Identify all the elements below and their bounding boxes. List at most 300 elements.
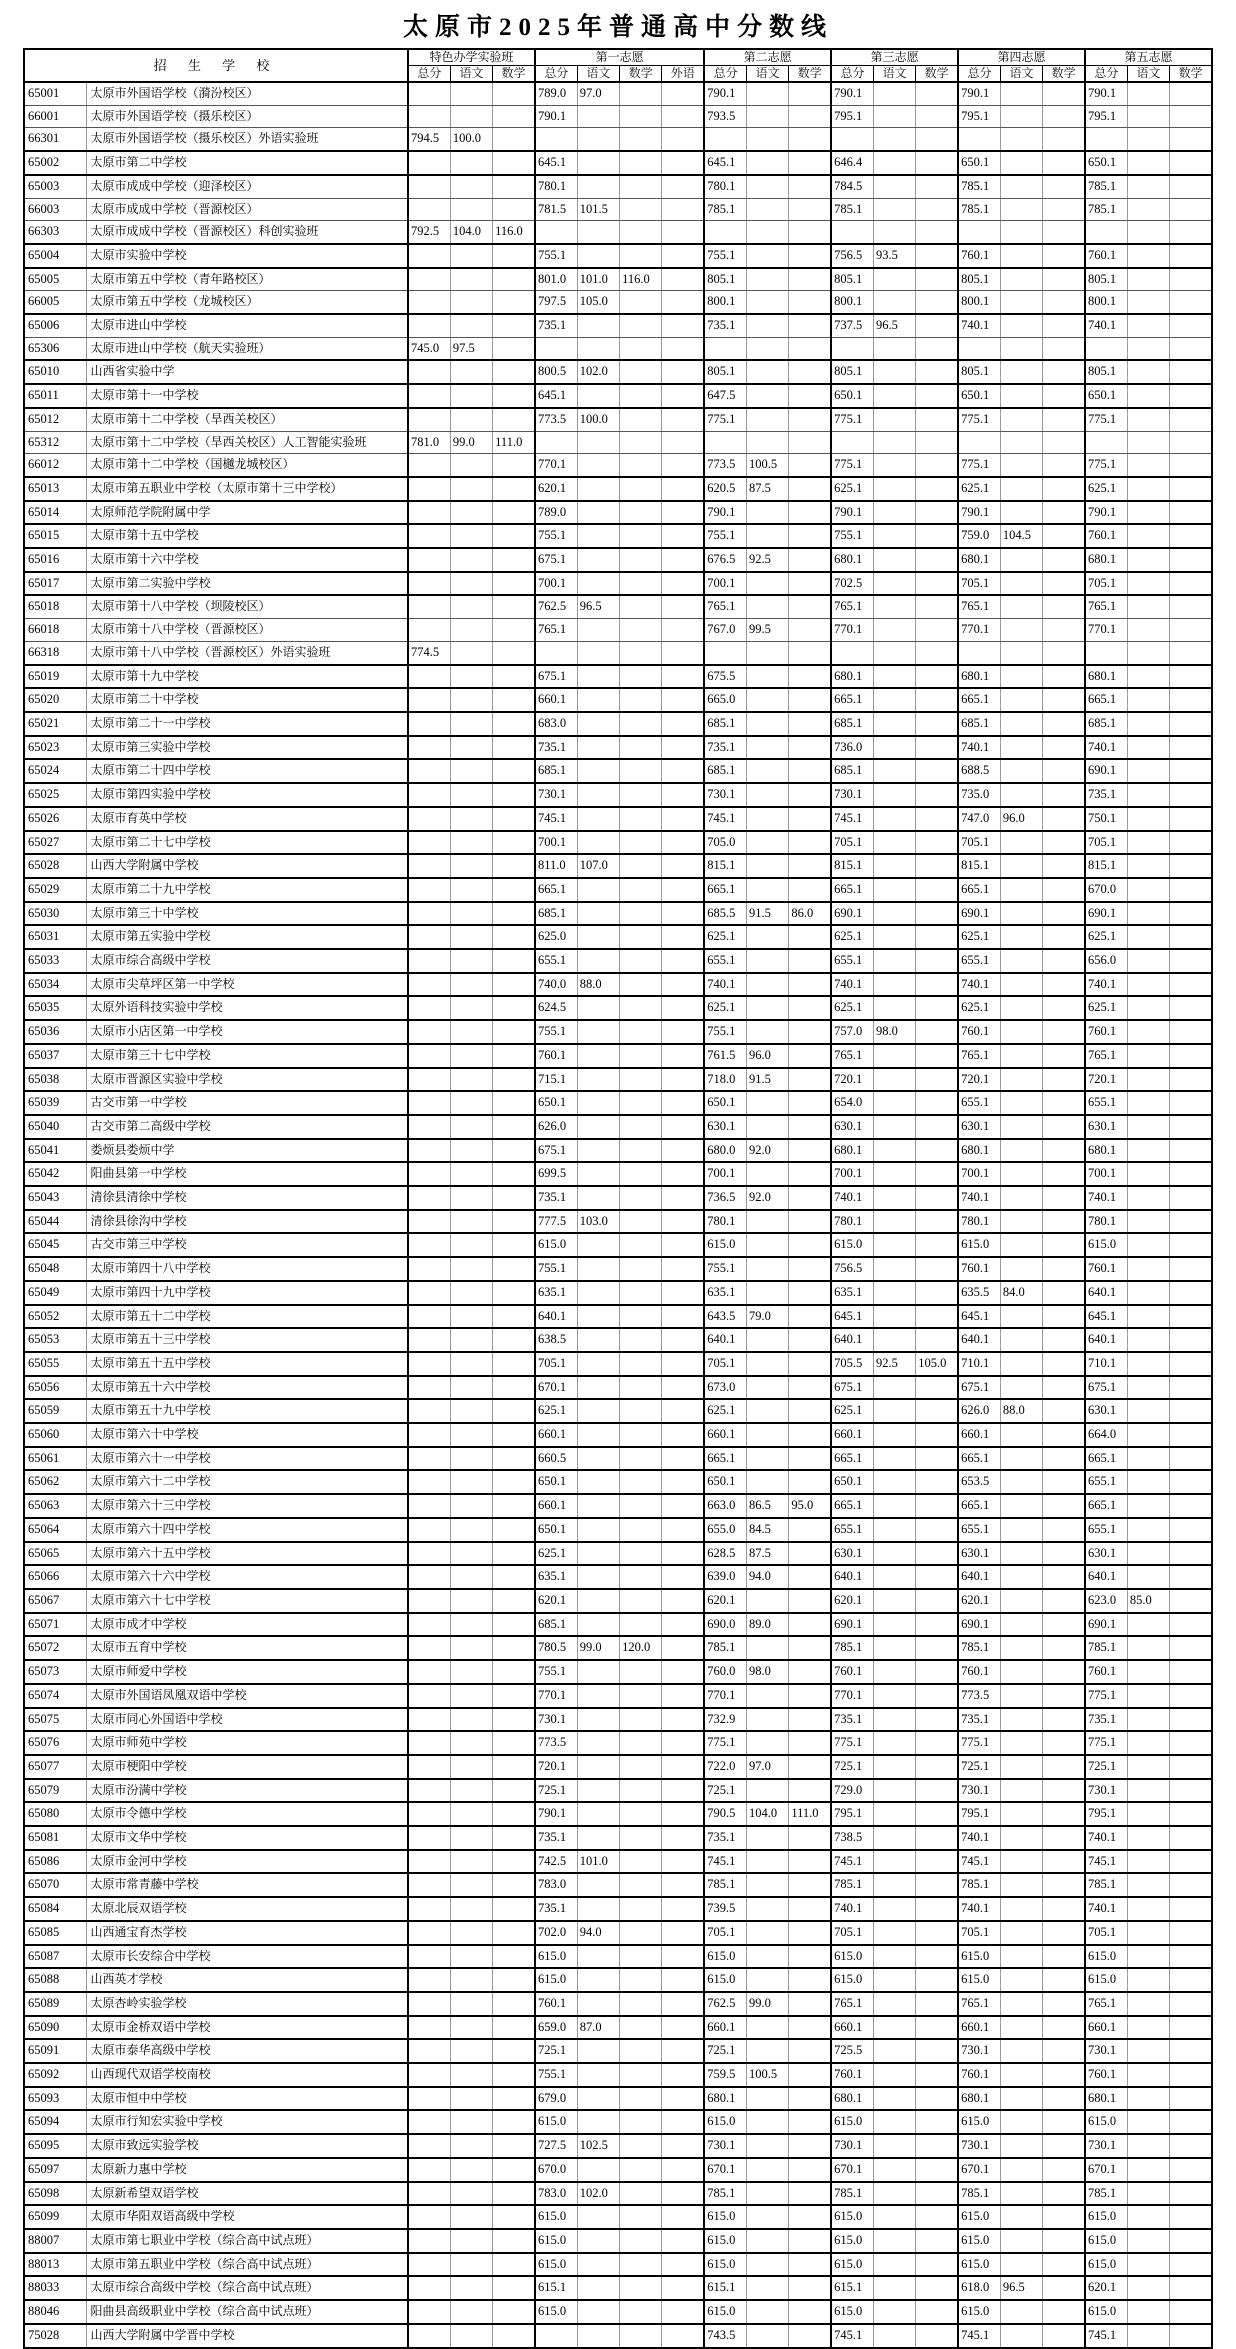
- score-cell: 630.1: [831, 1115, 873, 1139]
- score-cell: 615.0: [958, 2229, 1000, 2253]
- score-cell: [1127, 2229, 1169, 2253]
- score-cell: [408, 2087, 450, 2111]
- score-cell: [577, 619, 619, 642]
- score-cell: 615.0: [535, 1945, 577, 1969]
- score-cell: [789, 1186, 831, 1210]
- school-code: 65079: [24, 1779, 86, 1803]
- score-cell: 794.5: [408, 128, 450, 151]
- score-cell: [408, 1233, 450, 1257]
- score-cell: [873, 1281, 915, 1305]
- school-code: 65023: [24, 736, 86, 760]
- score-cell: 775.1: [1085, 454, 1127, 477]
- score-cell: 760.1: [958, 2063, 1000, 2087]
- score-cell: 690.1: [831, 1613, 873, 1637]
- score-cell: 725.1: [1085, 1755, 1127, 1779]
- score-cell: [873, 2039, 915, 2063]
- score-cell: [408, 1044, 450, 1068]
- score-cell: [873, 1589, 915, 1613]
- score-cell: 742.5: [535, 1850, 577, 1874]
- table-row: [24, 431, 1212, 454]
- score-cell: 650.1: [535, 1470, 577, 1494]
- score-cell: [1127, 1613, 1169, 1637]
- score-cell: 795.1: [958, 105, 1000, 128]
- score-cell: [493, 2158, 535, 2182]
- score-cell: [1170, 2158, 1212, 2182]
- school-name: 太原市同心外国语中学校: [86, 1708, 408, 1732]
- score-cell: 680.1: [1085, 2087, 1127, 2111]
- table-row: [24, 1423, 1212, 1447]
- score-cell: [1127, 712, 1169, 736]
- school-name: 太原市师爱中学校: [86, 1660, 408, 1684]
- score-cell: [1000, 360, 1042, 384]
- score-cell: [747, 221, 789, 244]
- score-cell: 95.0: [789, 1494, 831, 1518]
- score-cell: [450, 902, 492, 926]
- score-cell: [1043, 1139, 1085, 1163]
- score-cell: [916, 831, 958, 855]
- score-cell: [493, 973, 535, 997]
- score-cell: [1000, 384, 1042, 408]
- score-cell: 630.1: [704, 1115, 746, 1139]
- score-cell: [747, 524, 789, 548]
- score-cell: 615.1: [704, 2276, 746, 2300]
- score-cell: 705.1: [535, 1352, 577, 1376]
- score-cell: [577, 1305, 619, 1329]
- score-cell: [1043, 1447, 1085, 1471]
- score-cell: 665.1: [958, 688, 1000, 712]
- score-cell: [1170, 1210, 1212, 1234]
- school-code: 65080: [24, 1802, 86, 1826]
- table-row: [24, 1921, 1212, 1945]
- score-cell: [577, 2039, 619, 2063]
- score-cell: [577, 996, 619, 1020]
- score-cell: 756.5: [831, 244, 873, 268]
- school-name: 太原市第十六中学校: [86, 548, 408, 572]
- score-cell: [662, 1376, 704, 1400]
- score-cell: [493, 384, 535, 408]
- score-cell: [577, 1779, 619, 1803]
- score-cell: [1127, 1660, 1169, 1684]
- school-name: 太原新力惠中学校: [86, 2158, 408, 2182]
- score-cell: [620, 1945, 662, 1969]
- score-cell: [789, 1613, 831, 1637]
- score-cell: [620, 1992, 662, 2016]
- score-cell: 625.1: [958, 996, 1000, 1020]
- score-cell: [1127, 314, 1169, 337]
- score-cell: [789, 1873, 831, 1897]
- score-cell: [408, 1423, 450, 1447]
- score-cell: [1043, 2134, 1085, 2158]
- score-cell: 685.1: [704, 712, 746, 736]
- school-code: 65063: [24, 1494, 86, 1518]
- score-cell: [450, 949, 492, 973]
- score-cell: 760.1: [958, 1660, 1000, 1684]
- score-cell: [493, 1945, 535, 1969]
- score-cell: [620, 337, 662, 360]
- score-cell: [620, 2087, 662, 2111]
- score-cell: 645.1: [958, 1305, 1000, 1329]
- score-cell: [1000, 431, 1042, 454]
- table-row: [24, 1305, 1212, 1329]
- score-cell: [916, 949, 958, 973]
- score-cell: [620, 1897, 662, 1921]
- score-cell: [450, 1968, 492, 1992]
- score-cell: 655.1: [704, 949, 746, 973]
- score-cell: 775.1: [704, 408, 746, 431]
- score-cell: 745.1: [535, 807, 577, 831]
- score-cell: [1000, 1684, 1042, 1708]
- score-cell: [408, 925, 450, 949]
- score-cell: [408, 548, 450, 572]
- score-cell: [493, 925, 535, 949]
- score-cell: [493, 2134, 535, 2158]
- score-cell: [916, 1589, 958, 1613]
- table-row: [24, 1020, 1212, 1044]
- score-cell: [1170, 619, 1212, 642]
- score-cell: [1170, 1565, 1212, 1589]
- score-cell: [1043, 1210, 1085, 1234]
- score-cell: 790.1: [1085, 501, 1127, 525]
- score-cell: [1127, 1352, 1169, 1376]
- score-cell: [916, 384, 958, 408]
- score-cell: [535, 128, 577, 151]
- score-cell: [620, 736, 662, 760]
- score-cell: 630.1: [1085, 1542, 1127, 1566]
- score-cell: [1170, 291, 1212, 314]
- page-title: 太原市2025年普通高中分数线: [402, 14, 833, 41]
- school-name: 太原市育英中学校: [86, 807, 408, 831]
- score-cell: [493, 82, 535, 105]
- score-cell: 740.1: [1085, 1186, 1127, 1210]
- score-cell: 680.1: [831, 1139, 873, 1163]
- score-cell: [450, 1779, 492, 1803]
- score-cell: 92.0: [747, 1186, 789, 1210]
- score-cell: [747, 82, 789, 105]
- score-cell: 765.1: [1085, 1044, 1127, 1068]
- score-cell: [662, 1542, 704, 1566]
- score-cell: 659.0: [535, 2016, 577, 2040]
- score-cell: [1043, 902, 1085, 926]
- score-cell: [577, 2158, 619, 2182]
- score-cell: 740.1: [831, 1186, 873, 1210]
- score-cell: [620, 1115, 662, 1139]
- school-name: 太原市第二中学校: [86, 151, 408, 175]
- score-cell: [620, 198, 662, 221]
- score-cell: [873, 1992, 915, 2016]
- score-cell: [1170, 736, 1212, 760]
- score-cell: [1170, 712, 1212, 736]
- score-cell: [1127, 736, 1169, 760]
- table-row: [24, 2063, 1212, 2087]
- score-cell: [789, 1281, 831, 1305]
- score-cell: [450, 384, 492, 408]
- score-cell: [450, 454, 492, 477]
- score-cell: [1127, 1708, 1169, 1732]
- table-row: [24, 1708, 1212, 1732]
- score-cell: [450, 82, 492, 105]
- score-cell: [662, 1968, 704, 1992]
- score-cell: 805.1: [831, 360, 873, 384]
- score-cell: [662, 431, 704, 454]
- score-cell: [1000, 595, 1042, 618]
- score-cell: [789, 151, 831, 175]
- score-cell: [662, 2110, 704, 2134]
- score-cell: 775.1: [1085, 408, 1127, 431]
- score-cell: [873, 1139, 915, 1163]
- score-cell: 655.1: [1085, 1470, 1127, 1494]
- score-cell: [408, 1494, 450, 1518]
- score-cell: [1170, 1352, 1212, 1376]
- score-cell: 675.1: [958, 1376, 1000, 1400]
- score-cell: 638.5: [535, 1328, 577, 1352]
- score-cell: [789, 524, 831, 548]
- score-cell: [620, 949, 662, 973]
- score-cell: [916, 1281, 958, 1305]
- score-cell: 730.1: [958, 2134, 1000, 2158]
- score-cell: 735.1: [1085, 783, 1127, 807]
- school-name: 古交市第三中学校: [86, 1233, 408, 1257]
- score-cell: [873, 548, 915, 572]
- score-cell: 100.0: [577, 408, 619, 431]
- score-cell: [916, 548, 958, 572]
- score-cell: 676.5: [704, 548, 746, 572]
- school-code: 66012: [24, 454, 86, 477]
- score-cell: [450, 1044, 492, 1068]
- score-cell: 705.1: [831, 831, 873, 855]
- score-cell: [408, 1802, 450, 1826]
- score-cell: 615.0: [1085, 2110, 1127, 2134]
- score-cell: 615.0: [831, 2253, 873, 2277]
- score-cell: [493, 665, 535, 689]
- score-cell: [408, 688, 450, 712]
- score-cell: [1000, 1826, 1042, 1850]
- score-cell: [450, 2039, 492, 2063]
- score-cell: 760.1: [958, 244, 1000, 268]
- score-cell: 664.0: [1085, 1423, 1127, 1447]
- score-cell: [916, 1494, 958, 1518]
- score-cell: [620, 1755, 662, 1779]
- score-cell: [577, 2087, 619, 2111]
- score-cell: [1000, 1115, 1042, 1139]
- score-cell: [408, 2300, 450, 2324]
- score-cell: [408, 878, 450, 902]
- score-cell: [789, 1921, 831, 1945]
- score-cell: [789, 854, 831, 878]
- score-cell: 615.0: [704, 2253, 746, 2277]
- score-cell: [1000, 1897, 1042, 1921]
- school-name: 太原市第六十四中学校: [86, 1518, 408, 1542]
- table-row: [24, 198, 1212, 221]
- score-cell: [916, 2158, 958, 2182]
- score-cell: [450, 1115, 492, 1139]
- table-row: [24, 925, 1212, 949]
- score-cell: [662, 1873, 704, 1897]
- score-cell: [1043, 1589, 1085, 1613]
- score-cell: [1043, 1542, 1085, 1566]
- score-cell: 705.1: [704, 1352, 746, 1376]
- score-cell: [620, 1565, 662, 1589]
- score-cell: [1170, 1162, 1212, 1186]
- table-row: [24, 1162, 1212, 1186]
- score-cell: [1170, 1684, 1212, 1708]
- score-cell: [577, 878, 619, 902]
- score-cell: [577, 665, 619, 689]
- score-cell: [916, 524, 958, 548]
- score-cell: [1127, 1305, 1169, 1329]
- score-cell: [408, 2063, 450, 2087]
- score-cell: [662, 175, 704, 198]
- score-cell: [789, 595, 831, 618]
- school-name: 太原北辰双语学校: [86, 1897, 408, 1921]
- score-cell: [916, 2087, 958, 2111]
- score-cell: 625.1: [831, 1399, 873, 1423]
- score-cell: [577, 314, 619, 337]
- score-cell: [916, 2253, 958, 2277]
- score-cell: [916, 595, 958, 618]
- score-cell: 680.1: [1085, 665, 1127, 689]
- score-cell: 650.1: [831, 1470, 873, 1494]
- score-cell: 635.5: [958, 1281, 1000, 1305]
- table-row: [24, 1731, 1212, 1755]
- school-code: 65042: [24, 1162, 86, 1186]
- score-cell: [789, 2300, 831, 2324]
- score-cell: 740.1: [958, 314, 1000, 337]
- score-cell: [662, 291, 704, 314]
- score-cell: 660.1: [704, 2016, 746, 2040]
- table-row: [24, 1684, 1212, 1708]
- score-cell: [662, 902, 704, 926]
- score-cell: [577, 1945, 619, 1969]
- score-cell: [789, 1660, 831, 1684]
- table-row: [24, 1494, 1212, 1518]
- school-name: 太原市小店区第一中学校: [86, 1020, 408, 1044]
- score-cell: [493, 1305, 535, 1329]
- score-cell: 775.1: [958, 408, 1000, 431]
- score-cell: 720.1: [1085, 1068, 1127, 1092]
- score-cell: [493, 878, 535, 902]
- school-name: 太原市第十二中学校（国樾龙城校区）: [86, 454, 408, 477]
- score-cell: [620, 1873, 662, 1897]
- score-cell: [662, 641, 704, 664]
- score-cell: 93.5: [873, 244, 915, 268]
- score-cell: 705.1: [958, 1921, 1000, 1945]
- score-cell: [873, 1210, 915, 1234]
- score-cell: [1127, 1494, 1169, 1518]
- school-name: 清徐县清徐中学校: [86, 1186, 408, 1210]
- score-cell: [789, 2134, 831, 2158]
- score-cell: [747, 949, 789, 973]
- score-cell: [1170, 1518, 1212, 1542]
- score-cell: [493, 1423, 535, 1447]
- score-cell: [1127, 973, 1169, 997]
- score-cell: 680.1: [831, 2087, 873, 2111]
- score-cell: [450, 1020, 492, 1044]
- score-cell: [1127, 198, 1169, 221]
- school-name: 太原杏岭实验学校: [86, 1992, 408, 2016]
- score-cell: [662, 1423, 704, 1447]
- score-cell: 765.1: [831, 1044, 873, 1068]
- score-cell: [620, 1613, 662, 1637]
- score-cell: [577, 221, 619, 244]
- school-code: 65026: [24, 807, 86, 831]
- score-cell: [450, 572, 492, 596]
- school-code: 65027: [24, 831, 86, 855]
- score-cell: [408, 595, 450, 618]
- score-cell: [1000, 1044, 1042, 1068]
- score-cell: [662, 1731, 704, 1755]
- score-cell: [450, 831, 492, 855]
- score-cell: [1170, 524, 1212, 548]
- score-cell: [747, 996, 789, 1020]
- score-cell: 785.1: [1085, 198, 1127, 221]
- score-cell: 785.1: [704, 198, 746, 221]
- score-cell: [662, 198, 704, 221]
- score-cell: [1043, 2300, 1085, 2324]
- score-cell: [1000, 1091, 1042, 1115]
- score-cell: [1170, 688, 1212, 712]
- score-cell: 705.1: [831, 1921, 873, 1945]
- score-cell: [1127, 244, 1169, 268]
- score-cell: 665.1: [831, 878, 873, 902]
- score-cell: [408, 2253, 450, 2277]
- table-row: [24, 1968, 1212, 1992]
- score-cell: 755.1: [535, 524, 577, 548]
- score-cell: [1000, 1968, 1042, 1992]
- score-cell: [620, 1376, 662, 1400]
- score-cell: 729.0: [831, 1779, 873, 1803]
- score-cell: [408, 1020, 450, 1044]
- score-cell: 620.1: [704, 1589, 746, 1613]
- score-cell: 740.1: [958, 973, 1000, 997]
- score-cell: 765.1: [1085, 1992, 1127, 2016]
- score-cell: [789, 244, 831, 268]
- score-cell: [873, 1162, 915, 1186]
- score-cell: 645.1: [704, 151, 746, 175]
- score-cell: [1043, 996, 1085, 1020]
- score-cell: [1170, 128, 1212, 151]
- score-cell: [620, 1968, 662, 1992]
- score-cell: [1000, 1731, 1042, 1755]
- score-cell: [916, 151, 958, 175]
- score-cell: [747, 712, 789, 736]
- score-cell: [1170, 1660, 1212, 1684]
- score-cell: [1170, 1068, 1212, 1092]
- table-row: [24, 1139, 1212, 1163]
- score-cell: 755.1: [535, 2063, 577, 2087]
- score-cell: 670.1: [704, 2158, 746, 2182]
- score-cell: 775.1: [1085, 1684, 1127, 1708]
- score-cell: [873, 2205, 915, 2229]
- score-cell: [1000, 1636, 1042, 1660]
- score-cell: [1085, 641, 1127, 664]
- score-cell: [873, 2300, 915, 2324]
- score-cell: [873, 337, 915, 360]
- score-cell: [1170, 2063, 1212, 2087]
- score-cell: 762.5: [535, 595, 577, 618]
- score-cell: [577, 1257, 619, 1281]
- score-cell: [577, 2063, 619, 2087]
- score-cell: [873, 2158, 915, 2182]
- score-cell: [873, 2253, 915, 2277]
- score-cell: [1000, 2229, 1042, 2253]
- score-cell: [620, 831, 662, 855]
- score-cell: [1043, 1992, 1085, 2016]
- score-cell: 615.0: [1085, 2205, 1127, 2229]
- score-cell: [1127, 1115, 1169, 1139]
- score-cell: 795.1: [1085, 105, 1127, 128]
- score-cell: 765.1: [958, 595, 1000, 618]
- score-cell: [1127, 2039, 1169, 2063]
